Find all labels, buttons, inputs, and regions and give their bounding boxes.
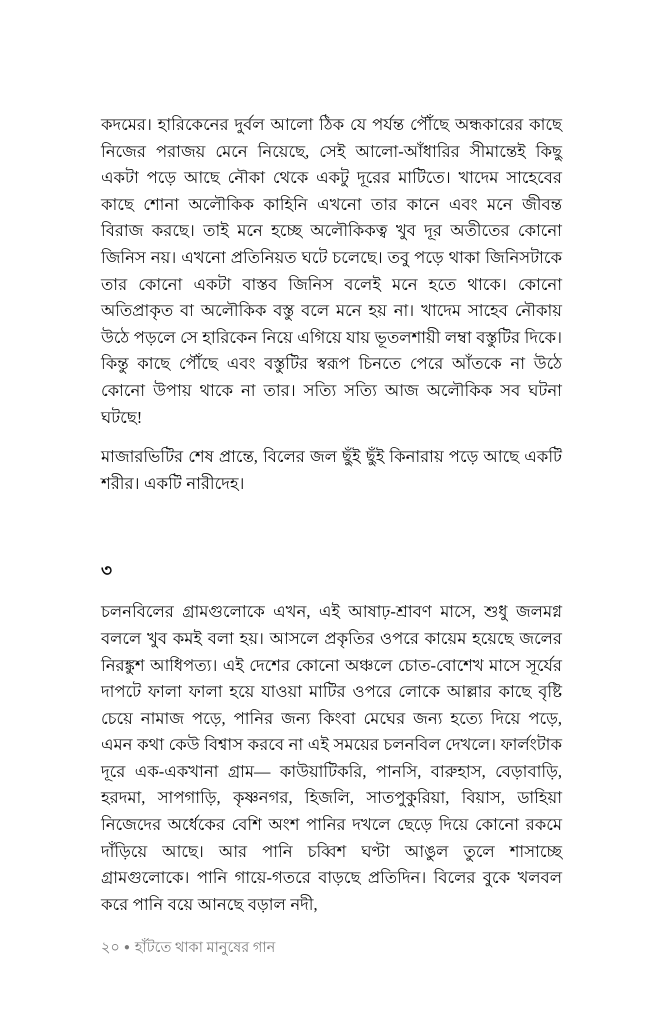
paragraph-continued: কদমের। হারিকেনের দুর্বল আলো ঠিক যে পর্যন্ত পৌঁছে অন্ধকারের কাছে নিজের পরাজয় মেনে নিয়েছে, সেই আলো-আঁধারির সীমান্তেই কিছু একটা পড়ে আছে নৌকা থেকে একটু দূরের মাটিতে। খাদেম সাহেবের কাছে শোনা অলৌকিক কাহিনি এখনো তার কানে এবং মনে জীবন্ত বিরাজ করছে। তাই মনে হচ্ছে অলৌকিকত্ব খুব দূর অতীতের কোনো জিনিস নয়। এখনো প্রতিনিয়ত ঘটে চলেছে। তবু পড়ে থাকা জিনিসটাকে তার কোনো একটা বাস্তব জিনিস বলেই মনে হতে থাকে। কোনো অতিপ্রাকৃত বা অলৌকিক বস্তু বলে মনে হয় না। খাদেম সাহেব নৌকায় উঠে পড়লে সে হারিকেন নিয়ে এগিয়ে যায় ভূতলশায়ী লম্বা বস্তুটির দিকে। কিন্তু কাছে পৌঁছে এবং বস্তুটির স্বরূপ চিনতে পেরে আঁতকে না উঠে কোনো উপায় থাকে না তার। সত্যি সত্যি আজ অলৌকিক সব ঘটনা ঘটছে! — [101, 115, 562, 427]
chapter-paragraph: চলনবিলের গ্রামগুলোকে এখন, এই আষাঢ়-শ্রাবণ মাসে, শুধু জলমগ্ন বললে খুব কমই বলা হয়। আসলে প্রকৃতির ওপরে কায়েম হয়েছে জলের নিরঙ্কুশ আধিপত্য। এই দেশের কোনো অঞ্চলে চোত-বোশেখ মাসে সূর্যের দাপটে ফালা ফালা হয়ে যাওয়া মাটির ওপরে লোকে আল্লার কাছে বৃষ্টি চেয়ে নামাজ পড়ে, পানির জন্য কিংবা মেঘের জন্য হত্যে দিয়ে পড়ে, এমন কথা কেউ বিশ্বাস করবে না এই সময়ের চলনবিল দেখলে। ফার্লংটাক দূরে এক-একখানা গ্রাম— কাউয়াটিকরি, পানসি, বারুহাস, বেড়াবাড়ি, হরদমা, সাপগাড়ি, কৃষ্ণনগর, হিজলি, সাতপুকুরিয়া, বিয়াস, ডাহিয়া নিজেদের অর্ধেকের বেশি অংশ পানির দখলে ছেড়ে দিয়ে কোনো রকমে দাঁড়িয়ে আছে। আর পানি চব্বিশ ঘণ্টা আঙুল তুলে শাসাচ্ছে গ্রামগুলোকে। পানি গায়ে-গতরে বাড়ছে প্রতিদিন। বিলের বুকে খলবল করে পানি বয়ে আনছে বড়াল নদী, — [101, 602, 562, 914]
book-title: হাঁটতে থাকা মানুষের গান — [134, 940, 276, 956]
chapter-number: ৩ — [101, 561, 112, 581]
page-number: ২০ — [101, 940, 120, 956]
page-footer — [101, 938, 562, 958]
section-break-spacer — [101, 497, 562, 559]
paragraph-body: মাজারভিটির শেষ প্রান্তে, বিলের জল ছুঁই ছুঁই কিনারায় পড়ে আছে একটি শরীর। একটি নারীদেহ। — [101, 447, 562, 493]
chapter-heading-spacer — [101, 583, 562, 599]
footer-separator-dot: ● — [123, 942, 130, 953]
page-text-column — [101, 112, 562, 918]
